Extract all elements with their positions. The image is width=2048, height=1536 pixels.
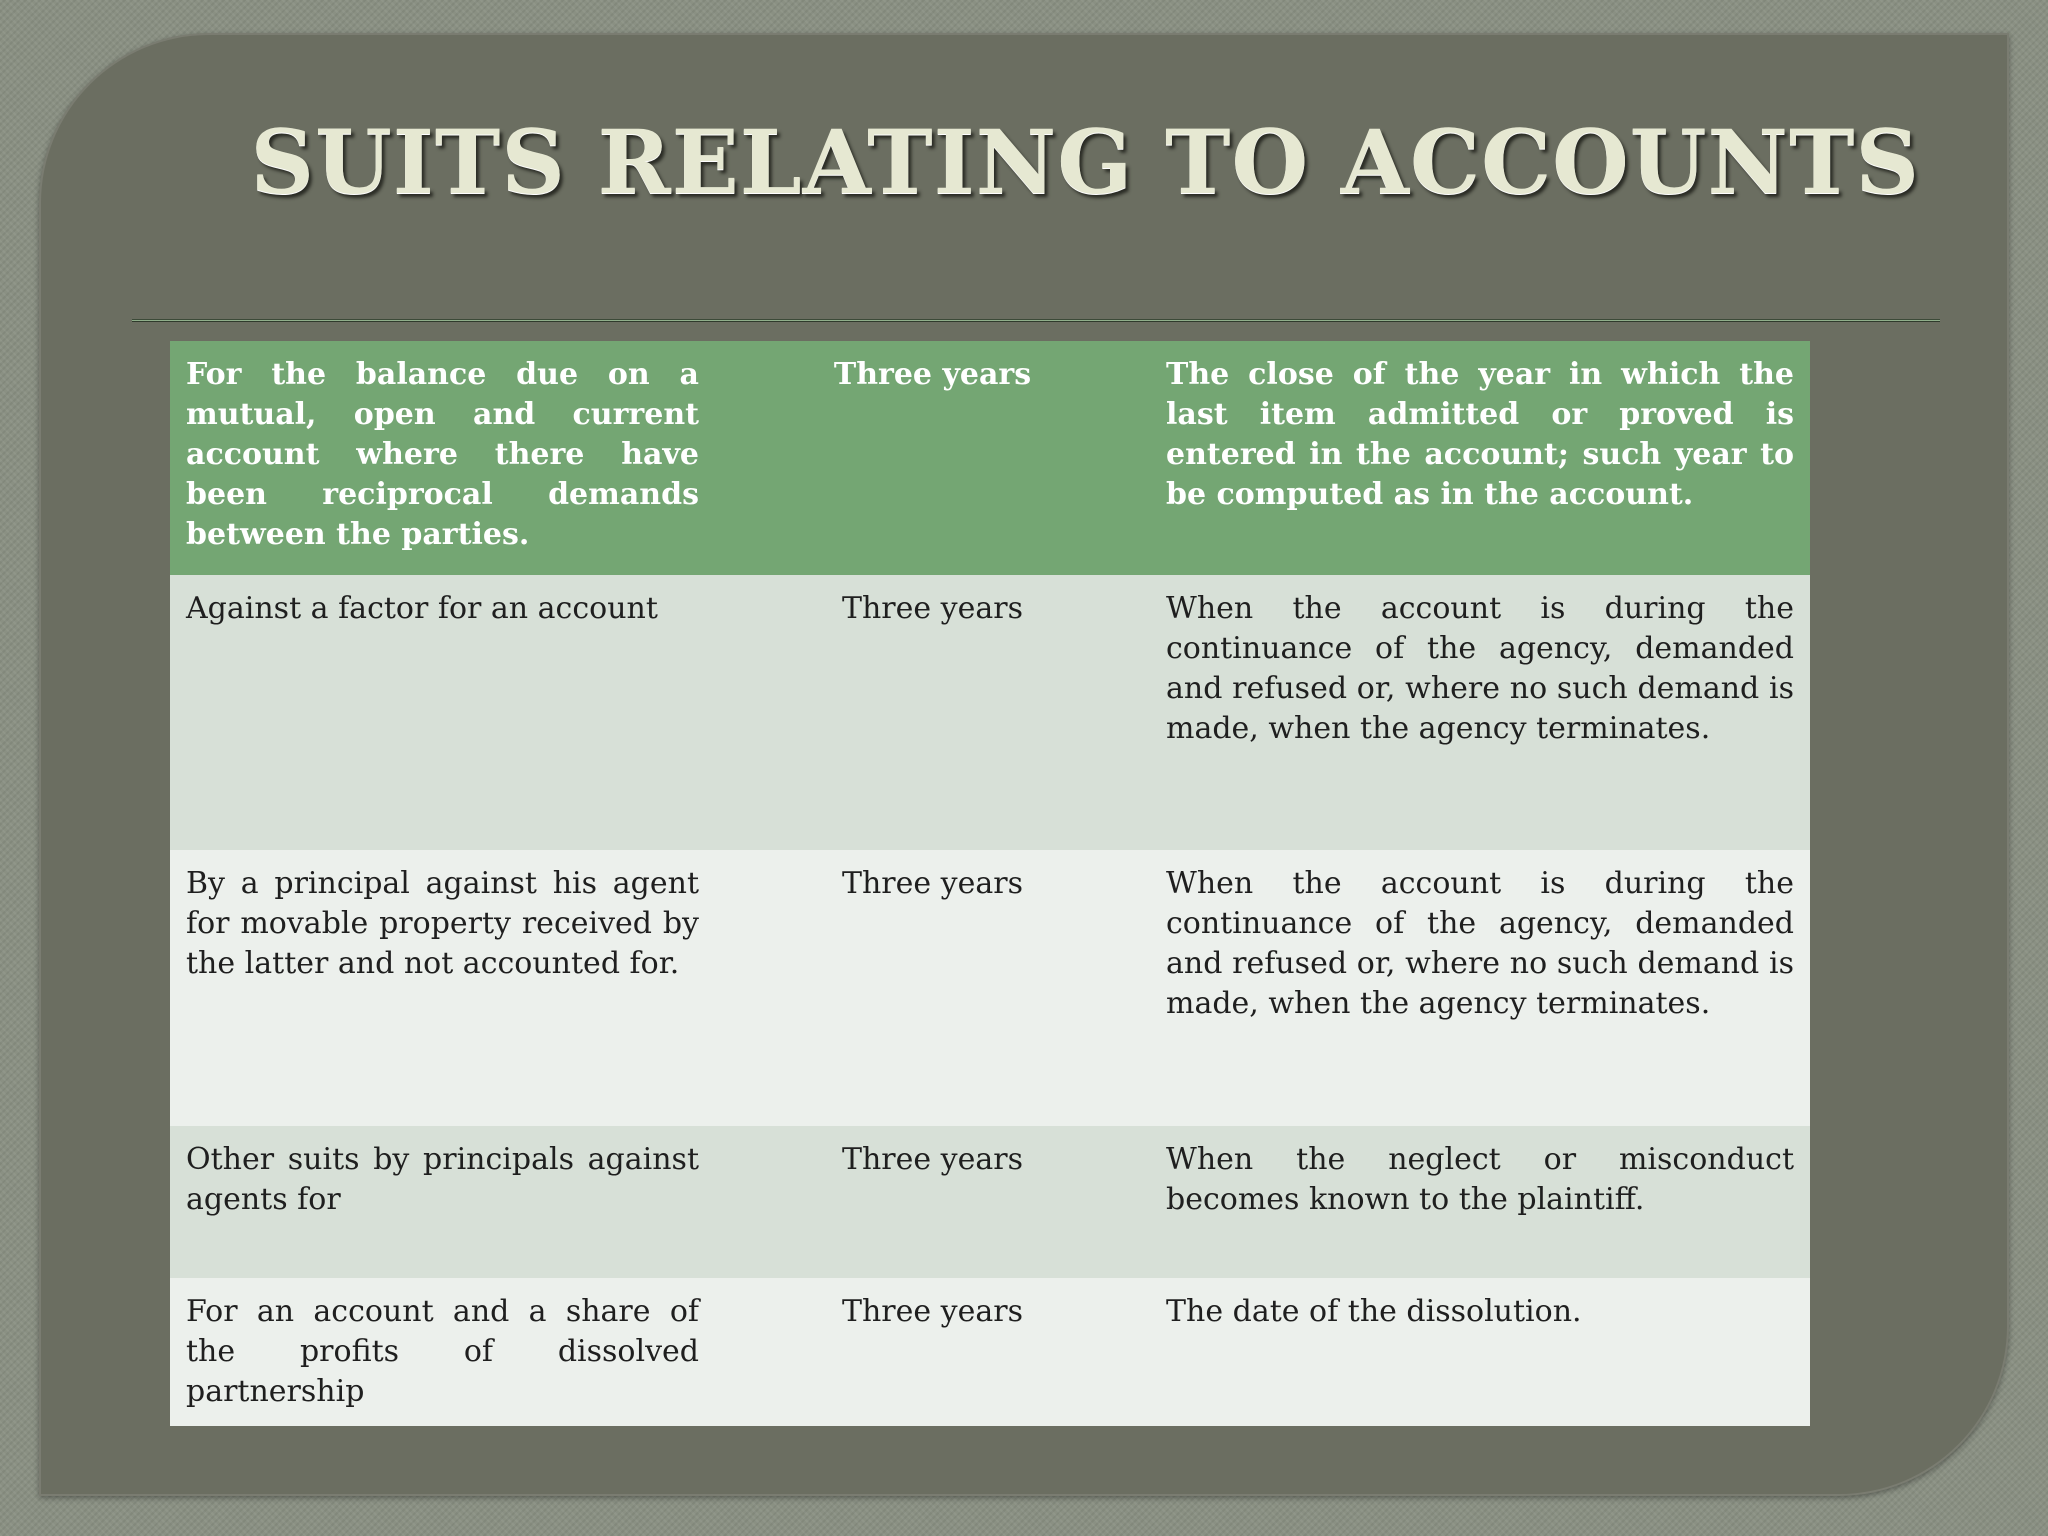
period-cell: Three years [715, 341, 1150, 575]
time-from-cell: When the account is during the continuance of the agency, demanded and refused or, where no such demand is made, when the agency terminates. [1150, 850, 1810, 1126]
slide-title: SUITS RELATING TO ACCOUNTS [250, 110, 1920, 214]
limitation-table [170, 341, 1810, 1426]
description-cell: By a principal against his agent for movable property received by the latter and not accounted for. [170, 850, 715, 1126]
time-from-cell: The close of the year in which the last item admitted or proved is entered in the account; such year to be computed as in the account. [1150, 341, 1810, 575]
table-header-row [170, 341, 1810, 575]
table-row [170, 1126, 1810, 1278]
title-divider [132, 319, 1940, 322]
period-cell: Three years [715, 850, 1150, 1126]
table-row [170, 1278, 1810, 1426]
description-cell: Other suits by principals against agents for [170, 1126, 715, 1278]
table-row [170, 575, 1810, 850]
description-cell: Against a factor for an account [170, 575, 715, 850]
time-from-cell: When the neglect or misconduct becomes known to the plaintiff. [1150, 1126, 1810, 1278]
time-from-cell: The date of the dissolution. [1150, 1278, 1810, 1426]
table-row [170, 850, 1810, 1126]
description-cell: For an account and a share of the profits of dissolved partnership [170, 1278, 715, 1426]
description-cell: For the balance due on a mutual, open and current account where there have been reciprocal demands between the parties. [170, 341, 715, 575]
period-cell: Three years [715, 1126, 1150, 1278]
time-from-cell: When the account is during the continuance of the agency, demanded and refused or, where no such demand is made, when the agency terminates. [1150, 575, 1810, 850]
period-cell: Three years [715, 1278, 1150, 1426]
period-cell: Three years [715, 575, 1150, 850]
